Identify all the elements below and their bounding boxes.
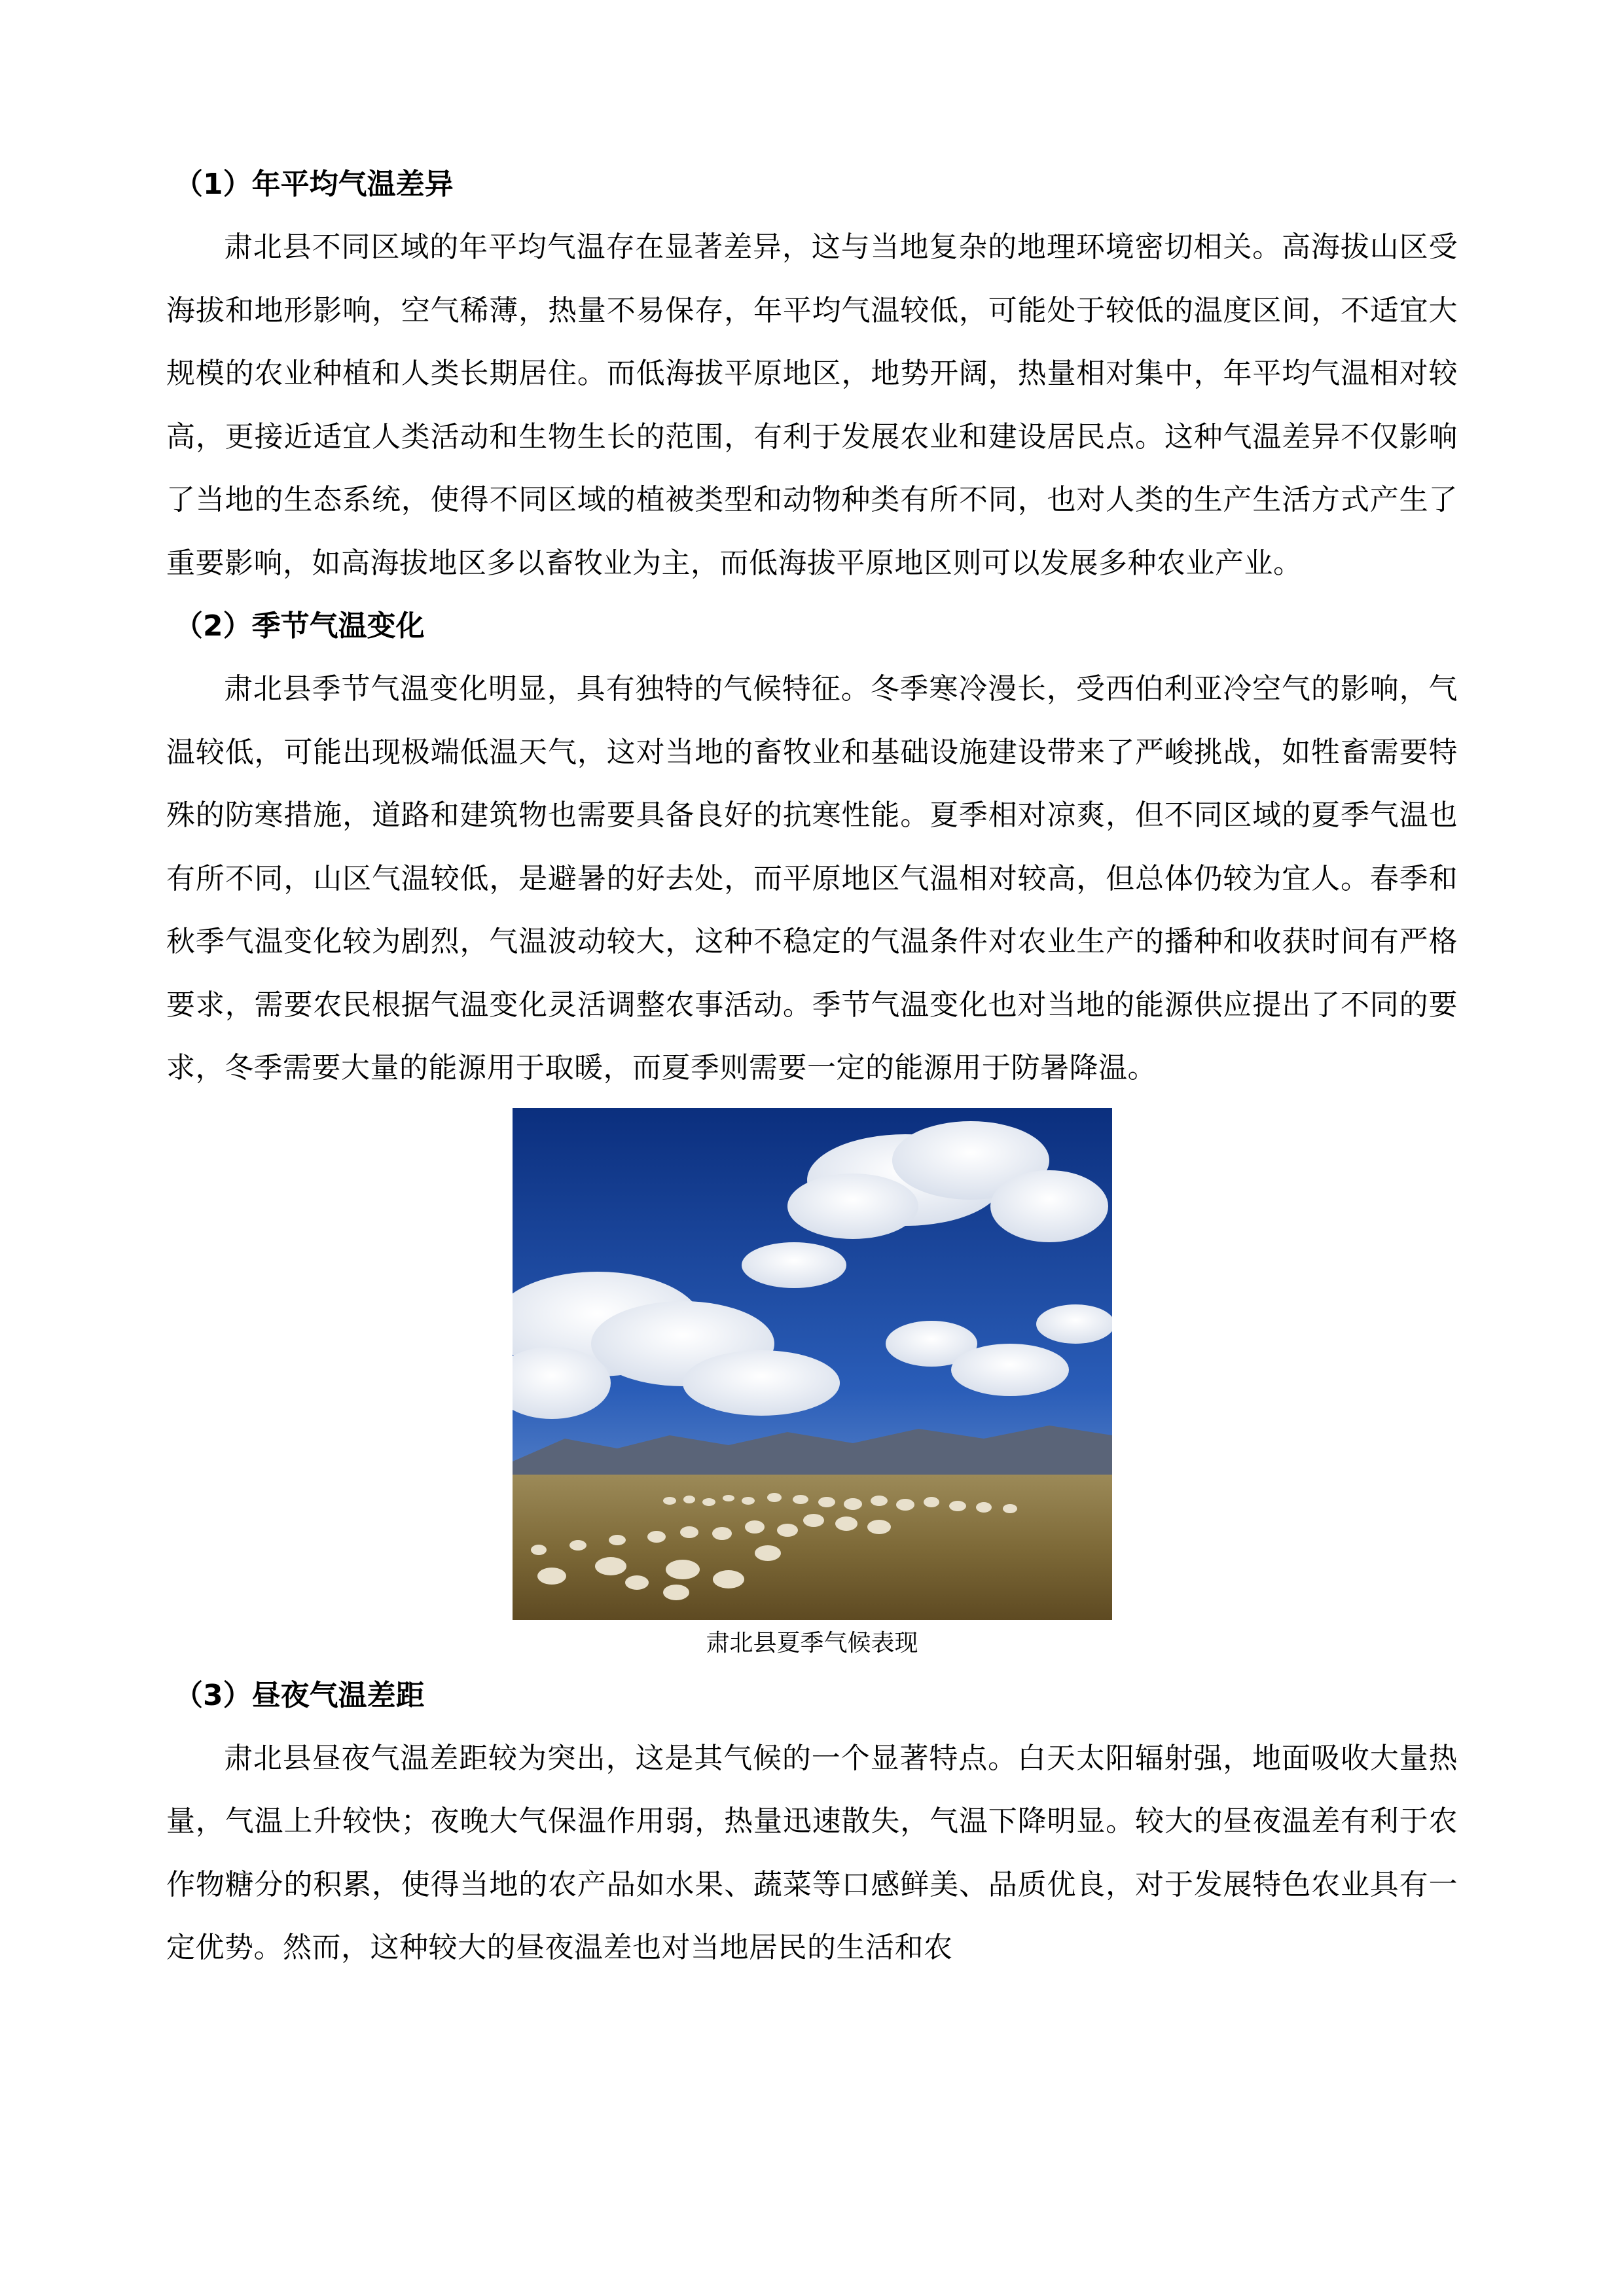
section-heading-diurnal-temperature: （3）昼夜气温差距 <box>174 1678 425 1712</box>
section-paragraph-diurnal-temperature: 肃北县昼夜气温差距较为突出，这是其气候的一个显著特点。白天太阳辐射强，地面吸收大量热量，气温上升较快；夜晚大气保温作用弱，热量迅速散失，气温下降明显。较大的昼夜温差有利于农作物糖分的积累，使得当地的农产品如水果、蔬菜等口感鲜美、品质优良，对于发展特色农业具有一定优势。然而，这种较大的昼夜温差也对当地居民的生活和农 <box>166 1741 1458 1964</box>
figure-caption: 肃北县夏季气候表现 <box>706 1629 918 1657</box>
section-paragraph-seasonal-temperature: 肃北县季节气温变化明显，具有独特的气候特征。冬季寒冷漫长，受西伯利亚冷空气的影响，气温较低，可能出现极端低温天气，这对当地的畜牧业和基础设施建设带来了严峻挑战，如牲畜需要特殊的防寒措施，道路和建筑物也需要具备良好的抗寒性能。夏季相对凉爽，但不同区域的夏季气温也有所不同，山区气温较低，是避暑的好去处，而平原地区气温相对较高，但总体仍较为宜人。春季和秋季气温变化较为剧烈，气温波动较大，这种不稳定的气温条件对农业生产的播种和收获时间有严格要求，需要农民根据气温变化灵活调整农事活动。季节气温变化也对当地的能源供应提出了不同的要求，冬季需要大量的能源用于取暖，而夏季则需要一定的能源用于防暑降温。 <box>166 672 1458 1085</box>
section-heading-seasonal-temperature: （2）季节气温变化 <box>174 609 425 643</box>
sheep-grazing-photo <box>513 1108 1112 1620</box>
figure <box>166 1108 1458 1664</box>
section-heading-annual-temperature: （1）年平均气温差异 <box>174 168 454 201</box>
section-paragraph-annual-temperature: 肃北县不同区域的年平均气温存在显著差异，这与当地复杂的地理环境密切相关。高海拔山区受海拔和地形影响，空气稀薄，热量不易保存，年平均气温较低，可能处于较低的温度区间，不适宜大规模的农业种植和人类长期居住。而低海拔平原地区，地势开阔，热量相对集中，年平均气温相对较高，更接近适宜人类活动和生物生长的范围，有利于发展农业和建设居民点。这种气温差异不仅影响了当地的生态系统，使得不同区域的植被类型和动物种类有所不同，也对人类的生产生活方式产生了重要影响，如高海拔地区多以畜牧业为主，而低海拔平原地区则可以发展多种农业产业。 <box>166 230 1458 580</box>
